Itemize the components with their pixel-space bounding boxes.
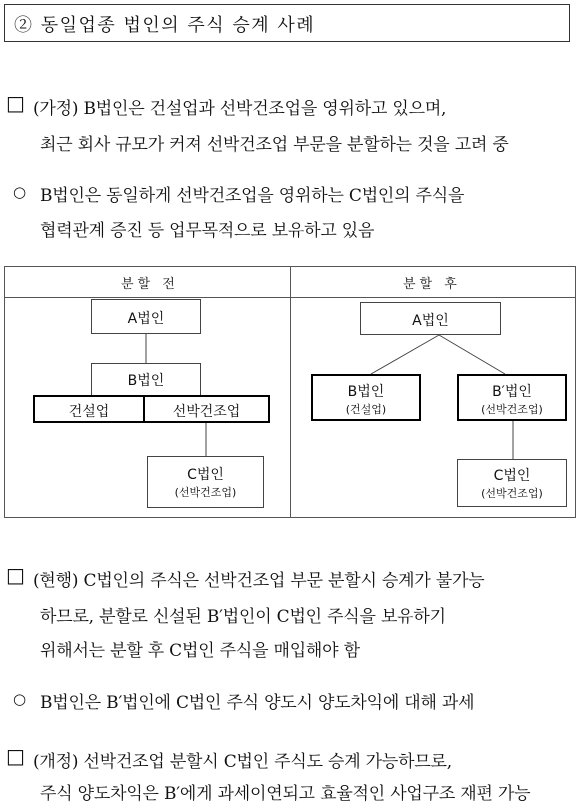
header-after: 분할 후 <box>403 277 461 292</box>
square-bullet: □ <box>6 563 25 587</box>
before-shipbuilding-division: 선박건조업 <box>143 395 270 423</box>
section-title: ② 동일업종 법인의 주식 승계 사례 <box>14 15 316 36</box>
header-before: 분할 전 <box>121 277 179 292</box>
square-bullet: □ <box>6 744 25 768</box>
after-a-corp: A법인 <box>360 302 501 335</box>
after-c-corp: C법인 (선박건조업) <box>457 459 567 507</box>
circle-bullet: ○ <box>13 183 27 201</box>
assumption-line-1: (가정) B법인은 건설업과 선박건조업을 영위하고 있으며, <box>33 99 447 119</box>
assumption-sub-line-2: 협력관계 증진 등 업무목적으로 보유하고 있음 <box>40 221 375 241</box>
after-b-corp: B법인 (건설업) <box>311 374 421 421</box>
circle-bullet: ○ <box>13 690 27 708</box>
revised-line-2: 주식 양도차익은 B′에게 과세이연되고 효율적인 사업구조 재편 가능 <box>40 784 531 804</box>
split-diagram <box>4 266 576 518</box>
assumption-line-2: 최근 회사 규모가 커져 선박건조업 부문을 분할하는 것을 고려 중 <box>40 135 509 155</box>
before-a-corp: A법인 <box>91 299 201 334</box>
before-construction-division: 건설업 <box>33 395 145 423</box>
assumption-sub-line-1: B법인은 동일하게 선박건조업을 영위하는 C법인의 주식을 <box>40 186 465 206</box>
revised-line-1: (개정) 선박건조업 분할시 C법인 주식도 승계 가능하므로, <box>33 752 452 772</box>
after-b-prime-corp: B′법인 (선박건조업) <box>457 374 567 421</box>
current-line-3: 위해서는 분할 후 C법인 주식을 매입해야 함 <box>40 641 360 661</box>
current-line-1: (현행) C법인의 주식은 선박건조업 부문 분할시 승계가 불가능 <box>33 571 485 591</box>
before-c-corp: C법인 (선박건조업) <box>147 456 264 508</box>
square-bullet: □ <box>6 91 25 115</box>
before-b-corp: B법인 <box>91 363 201 395</box>
current-sub-line-1: B법인은 B′법인에 C법인 주식 양도시 양도차익에 대해 과세 <box>40 693 475 713</box>
current-line-2: 하므로, 분할로 신설된 B′법인이 C법인 주식을 보유하기 <box>40 607 446 627</box>
